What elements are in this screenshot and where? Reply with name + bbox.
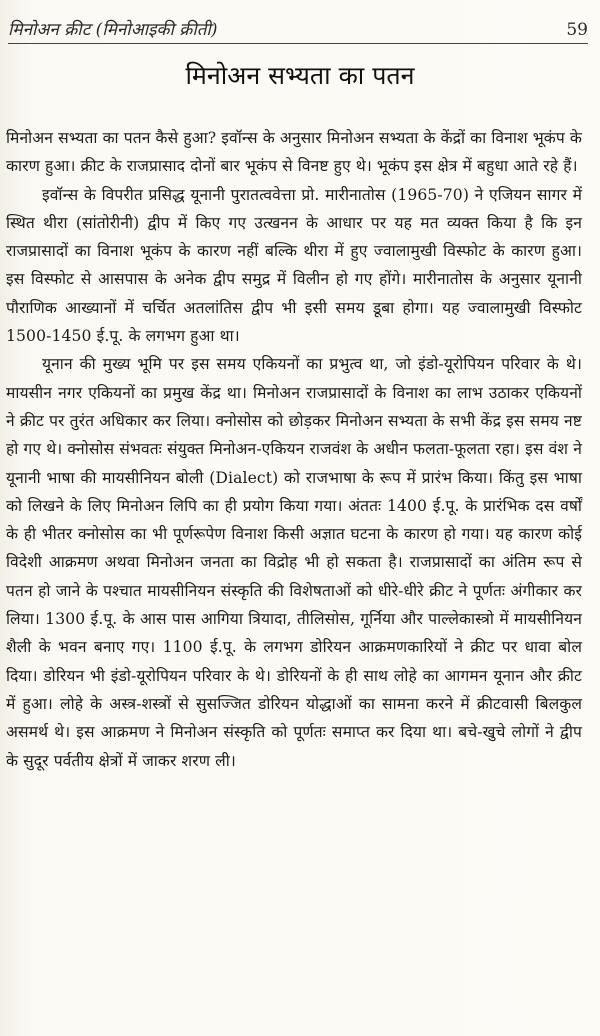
page-number: 59	[566, 20, 588, 40]
paragraph-3: यूनान की मुख्य भूमि पर इस समय एकियनों का प्रभुत्व था, जो इंडो-यूरोपियन परिवार के थे। मायसीन नगर एकियनों का प्रमुख केंद्र था। मिनोअन राजप्रासादों के विनाश का लाभ उठाकर एकियनों ने क्रीट पर तुरंत अधिकार कर लिया। क्नोसोस को छोड़कर मिनोअन सभ्यता के सभी केंद्र इस समय नष्ट हो गए थे। क्नोसोस संभवतः संयुक्त मिनोअन-एकियन राजवंश के अधीन फलता-फूलता रहा। इस वंश ने यूनानी भाषा की मायसीनियन बोली (Dialect) को राजभाषा के रूप में प्रारंभ किया। किंतु इस भाषा को लिखने के लिए मिनोअन लिपि का ही प्रयोग किया गया। अंततः 1400 ई.पू. के प्रारंभिक दस वर्षों के ही भीतर क्नोसोस का भी पूर्णरूपेण विनाश किसी अज्ञात घटना के कारण हो गया। यह कारण कोई विदेशी आक्रमण अथवा मिनोअन जनता का विद्रोह भी हो सकता है। राजप्रासादों का अंतिम रूप से पतन हो जाने के पश्चात मायसीनियन संस्कृति की विशेषताओं को धीरे-धीरे क्रीट ने पूर्णतः अंगीकार कर लिया। 1300 ई.पू. के आस पास आगिया त्रियादा, तीलिसोस, गूर्निया और पाल्लेकास्त्रो में मायसीनियन शैली के भवन बनाए गए। 1100 ई.पू. के लगभग डोरियन आक्रमणकारियों ने क्रीट पर धावा बोल दिया। डोरियन भी इंडो-यूरोपियन परिवार के थे। डोरियनों के ही साथ लोहे का आगमन यूनान और क्रीट में हुआ। लोहे के अस्त्र-शस्त्रों से सुसज्जित डोरियन योद्धाओं का सामना करने में क्रीटवासी बिलकुल असमर्थ थे। इस आक्रमण ने मिनोअन संस्कृति को पूर्णतः समाप्त कर दिया था। बचे-खुचे लोगों ने द्वीप के सुदूर पर्वतीय क्षेत्रों में जाकर शरण ली।	[6, 355, 582, 770]
body-text	[6, 124, 582, 775]
running-header	[8, 10, 588, 44]
paragraph-2: इवॉन्स के विपरीत प्रसिद्ध यूनानी पुरातत्ववेत्ता प्रो. मारीनातोस (1965-70) ने एजियन सागर में स्थित थीरा (सांतोरीनी) द्वीप में किए गए उत्खनन के आधार पर यह मत व्यक्त किया है कि इन राजप्रासादों का विनाश भूकंप के कारण नहीं बल्कि थीरा में हुए ज्वालामुखी विस्फोट के कारण हुआ। इस विस्फोट से आसपास के अनेक द्वीप समुद्र में विलीन हो गए होंगे। मारीनातोस के अनुसार यूनानी पौराणिक आख्यानों में चर्चित अतलांतिस द्वीप भी इसी समय डूबा होगा। यह ज्वालामुखी विस्फोट 1500-1450 ई.पू. के लगभग हुआ था।	[6, 185, 582, 346]
running-title: मिनोअन क्रीट (मिनोआइकी क्रीती)	[8, 20, 218, 40]
chapter-title: मिनोअन सभ्यता का पतन	[185, 61, 415, 90]
paragraph-1: मिनोअन सभ्यता का पतन कैसे हुआ? इवॉन्स के अनुसार मिनोअन सभ्यता के केंद्रों का विनाश भूकंप के कारण हुआ। क्रीट के राजप्रासाद दोनों बार भूकंप से विनष्ट हुए थे। भूकंप इस क्षेत्र में बहुधा आते रहे हैं।	[6, 129, 582, 176]
